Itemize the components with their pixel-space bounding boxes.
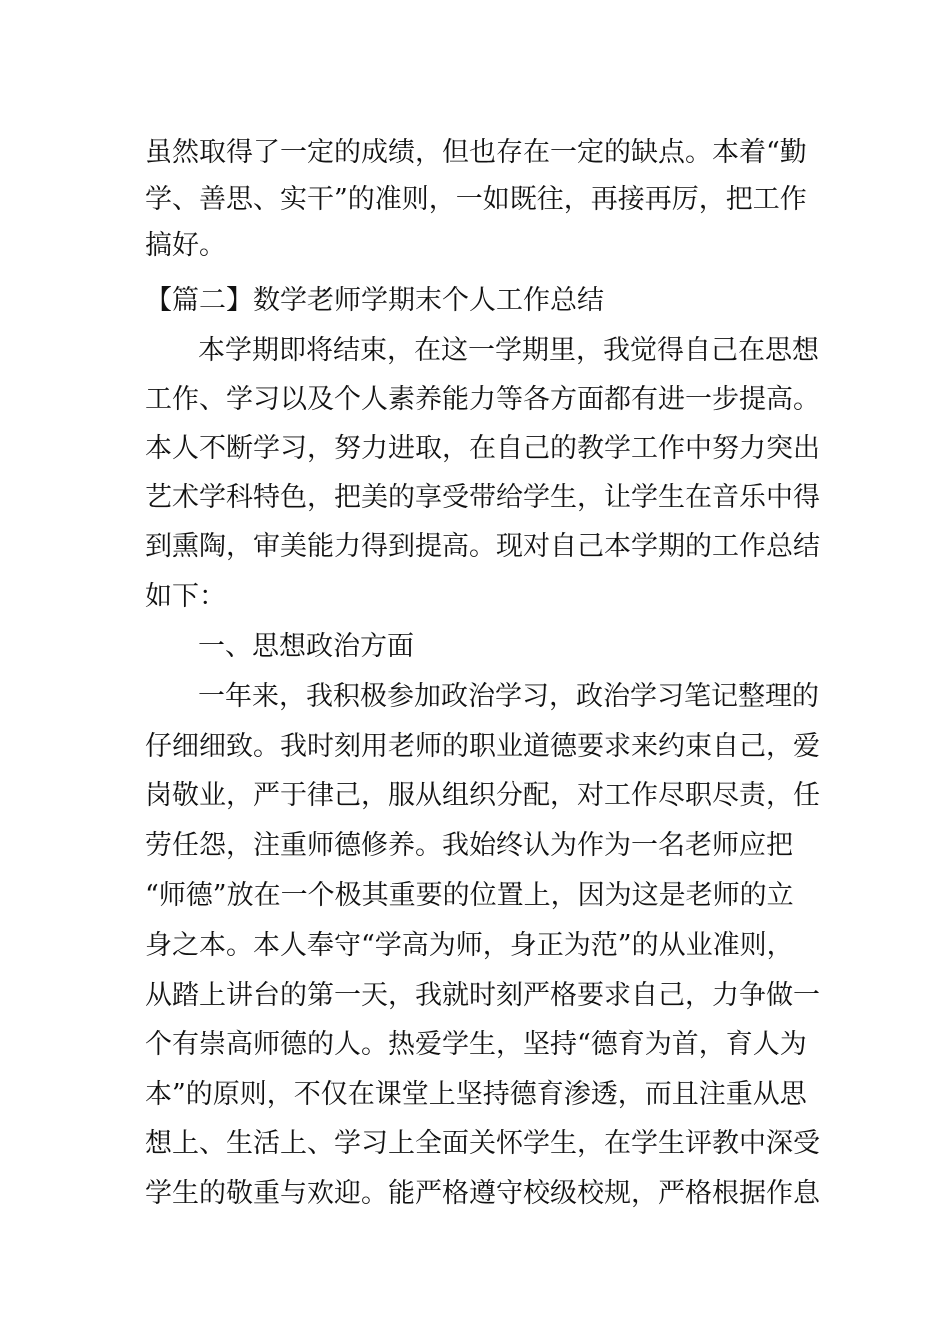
paragraph-line: 身之本。本人奉守“学高为师，身正为范”的从业准则， — [145, 930, 794, 961]
paragraph-line: 岗敬业，严于律己，服从组织分配，对工作尽职尽责，任 — [145, 780, 820, 811]
paragraph-line: 劳任怨，注重师德修养。我始终认为作为一名老师应把 — [145, 830, 793, 861]
paragraph-line: 本人不断学习，努力进取，在自己的教学工作中努力突出 — [145, 433, 820, 464]
paragraph-line: 学、善思、实干”的准则，一如既往，再接再厉，把工作 — [145, 184, 807, 215]
subsection-heading: 一、思想政治方面 — [198, 631, 414, 662]
paragraph-line: 到熏陶，审美能力得到提高。现对自己本学期的工作总结 — [145, 531, 820, 562]
paragraph-line: 个有崇高师德的人。热爱学生，坚持“德育为首，育人为 — [145, 1029, 807, 1060]
paragraph-line: 工作、学习以及个人素养能力等各方面都有进一步提高。 — [145, 384, 820, 415]
paragraph-line: 虽然取得了一定的成绩，但也存在一定的缺点。本着“勤 — [145, 137, 807, 168]
paragraph-line: 仔细细致。我时刻用老师的职业道德要求来约束自己，爱 — [145, 731, 820, 762]
paragraph-line: 从踏上讲台的第一天，我就时刻严格要求自己，力争做一 — [145, 980, 820, 1011]
paragraph-line: “师德”放在一个极其重要的位置上，因为这是老师的立 — [145, 880, 794, 911]
section-heading: 【篇二】数学老师学期末个人工作总结 — [145, 285, 604, 316]
paragraph-line: 想上、生活上、学习上全面关怀学生，在学生评教中深受 — [145, 1128, 820, 1159]
paragraph-line: 本学期即将结束，在这一学期里，我觉得自己在思想 — [198, 335, 819, 366]
paragraph-line: 艺术学科特色，把美的享受带给学生，让学生在音乐中得 — [145, 482, 820, 513]
paragraph-line: 本”的原则，不仅在课堂上坚持德育渗透，而且注重从思 — [145, 1079, 807, 1110]
paragraph-line: 搞好。 — [145, 230, 226, 261]
paragraph-line: 如下： — [145, 581, 226, 612]
paragraph-line: 学生的敬重与欢迎。能严格遵守校级校规，严格根据作息 — [145, 1178, 820, 1209]
paragraph-line: 一年来，我积极参加政治学习，政治学习笔记整理的 — [198, 681, 819, 712]
